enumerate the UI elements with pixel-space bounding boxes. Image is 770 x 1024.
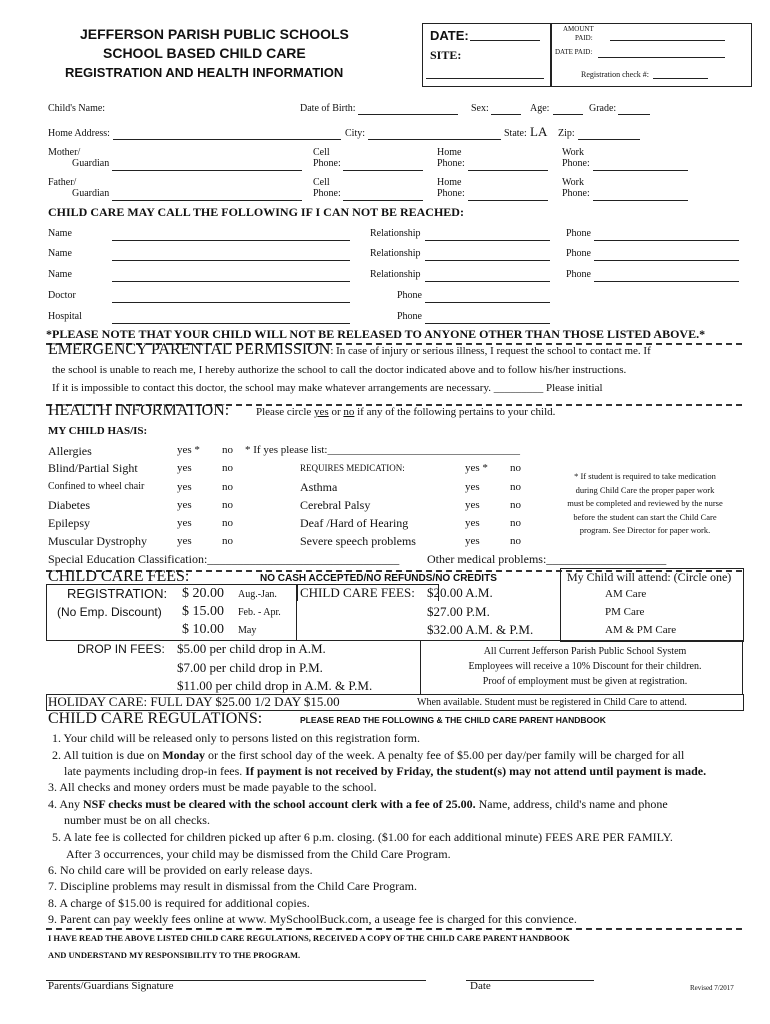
contact-2-relationship-label: Relationship: [370, 248, 421, 259]
father-name-field[interactable]: [112, 200, 302, 201]
amount-label: AMOUNT: [563, 25, 594, 33]
medication-note: [545, 470, 745, 538]
emergency-title: EMERGENCY PARENTAL PERMISSION: [48, 341, 331, 358]
father-cell-label: Cell: [313, 177, 330, 188]
blind-label: Blind/Partial Sight: [48, 461, 138, 475]
allergies-no[interactable]: no: [222, 444, 233, 456]
instr-b: if any of the following pertains to your child.: [354, 406, 556, 418]
reg-fee-1: $ 20.00: [182, 586, 224, 601]
reg-period-2: Feb. - Apr.: [238, 607, 281, 618]
sex-field[interactable]: [491, 114, 521, 115]
regulation-2: [52, 748, 684, 763]
contact-2-name-field[interactable]: [112, 260, 350, 261]
doctor-label: Doctor: [48, 290, 76, 301]
mother-work-label: Work: [562, 147, 584, 158]
requires-medication-label: REQUIRES MEDICATION:: [300, 463, 405, 473]
mother-cell-label: Cell: [313, 147, 330, 158]
contact-1-name-field[interactable]: [112, 240, 350, 241]
med-note-2: during Child Care the proper paper work: [575, 484, 715, 495]
father-cell-field[interactable]: [343, 200, 423, 201]
regulation-4: [48, 797, 668, 812]
signature-label: Parents/Guardians Signature: [48, 980, 174, 992]
blind-no[interactable]: no: [222, 462, 233, 474]
palsy-no[interactable]: no: [510, 499, 521, 511]
instr-yes: yes: [314, 406, 329, 418]
emp-discount-1: All Current Jefferson Parish Public School System: [483, 646, 687, 657]
father-home-label-2: Phone:: [437, 188, 465, 199]
speech-label: Severe speech problems: [300, 534, 416, 548]
r2d: late payments including drop-in fees.: [64, 764, 246, 778]
regulation-5-cont: After 3 occurrences, your child may be dismissed from the Child Care Program.: [66, 847, 451, 861]
allergies-label: Allergies: [48, 444, 92, 458]
wheelchair-label: Confined to wheel chair: [48, 481, 145, 492]
father-home-label: Home: [437, 177, 462, 188]
r2a: 2. All tuition is due on: [52, 748, 163, 762]
mother-label: Mother/: [48, 147, 81, 158]
reg-fee-3: $ 10.00: [182, 622, 224, 637]
age-field[interactable]: [553, 114, 583, 115]
fees-title: CHILD CARE FEES:: [48, 568, 190, 585]
drop-in-label: DROP IN FEES:: [77, 642, 165, 656]
attend-am-care[interactable]: AM Care: [605, 588, 647, 600]
acknowledgement-1: I HAVE READ THE ABOVE LISTED CHILD CARE REGULATIONS, RECEIVED A COPY OF THE CHILD CARE PARENT HANDBOOK: [48, 933, 570, 943]
r2c: or the first school day of the week. A penalty fee of $5.00 per day/per family will be charged for all: [205, 748, 685, 762]
city-field[interactable]: [368, 139, 501, 140]
drop-in-am: $5.00 per child drop in A.M.: [177, 641, 326, 656]
cc-fees-label: CHILD CARE FEES:: [300, 585, 415, 600]
dob-field[interactable]: [358, 114, 458, 115]
header-title-3: REGISTRATION AND HEALTH INFORMATION: [65, 65, 344, 80]
mother-home-field[interactable]: [468, 170, 548, 171]
asthma-no[interactable]: no: [510, 481, 521, 493]
hospital-phone-label: Phone: [397, 311, 422, 322]
contacts-heading: CHILD CARE MAY CALL THE FOLLOWING IF I CAN NOT BE REACHED:: [48, 205, 464, 219]
wheelchair-yes[interactable]: yes: [177, 481, 192, 493]
reg-fee-2: $ 15.00: [182, 604, 224, 619]
palsy-yes[interactable]: yes: [465, 499, 480, 511]
mother-home-label: Home: [437, 147, 462, 158]
contact-1-phone-field[interactable]: [594, 240, 739, 241]
mother-work-label-2: Phone:: [562, 158, 590, 169]
contact-1-name-label: Name: [48, 228, 72, 239]
mother-home-label-2: Phone:: [437, 158, 465, 169]
site-label: SITE:: [430, 48, 462, 62]
mother-guardian-label: Guardian: [72, 158, 110, 169]
doctor-phone-field[interactable]: [425, 302, 550, 303]
allergies-list: * If yes please list:___________________________________: [245, 444, 520, 456]
zip-label: Zip:: [558, 128, 575, 139]
site-field[interactable]: [426, 78, 544, 79]
hospital-field[interactable]: [112, 323, 350, 324]
contact-3-name-field[interactable]: [112, 281, 350, 282]
date-paid-label: DATE PAID:: [555, 48, 593, 56]
contact-3-phone-label: Phone: [566, 269, 591, 280]
father-cell-label-2: Phone:: [313, 188, 341, 199]
holiday-note: When available. Student must be registered in Child Care to attend.: [417, 697, 687, 708]
mother-work-field[interactable]: [593, 170, 688, 171]
diabetes-no[interactable]: no: [222, 499, 233, 511]
grade-field[interactable]: [618, 114, 650, 115]
no-cash-notice: NO CASH ACCEPTED/NO REFUNDS/NO CREDITS: [260, 573, 497, 584]
signature-date-label: Date: [470, 980, 491, 992]
contact-2-phone-field[interactable]: [594, 260, 739, 261]
regulation-7: 7. Discipline problems may result in dismissal from the Child Care Program.: [48, 879, 417, 893]
regulation-8: 8. A charge of $15.00 is required for additional copies.: [48, 896, 310, 910]
state-label: State:: [504, 128, 527, 139]
medication-yes[interactable]: yes *: [465, 462, 488, 474]
asthma-yes[interactable]: yes: [465, 481, 480, 493]
deaf-label: Deaf /Hard of Hearing: [300, 516, 409, 530]
speech-yes[interactable]: yes: [465, 535, 480, 547]
regulation-3: 3. All checks and money orders must be made payable to the school.: [48, 780, 377, 794]
medication-no[interactable]: no: [510, 462, 521, 474]
reg-period-1: Aug.-Jan.: [238, 589, 277, 600]
dystrophy-yes[interactable]: yes: [177, 535, 192, 547]
home-address-field[interactable]: [113, 139, 341, 140]
sex-label: Sex:: [471, 103, 489, 114]
regulations-title: CHILD CARE REGULATIONS:: [48, 710, 263, 727]
holiday-care: HOLIDAY CARE: FULL DAY $25.00 1/2 DAY $15.00: [48, 694, 340, 709]
city-label: City:: [345, 128, 366, 139]
r4b: NSF checks must be cleared with the school account clerk with a fee of 25.00.: [83, 797, 476, 811]
med-note-4: before the student can start the Child Care: [573, 511, 717, 522]
r4a: 4. Any: [48, 797, 84, 811]
r2e: If payment is not received by Friday, the student(s) may not attend until payment is made.: [245, 764, 707, 778]
contact-3-phone-field[interactable]: [594, 281, 739, 282]
other-medical-label: Other medical problems:____________________: [427, 552, 667, 566]
emp-discount-3: Proof of employment must be given at registration.: [482, 676, 688, 687]
mother-cell-field[interactable]: [343, 170, 423, 171]
date-label: DATE:: [430, 28, 469, 43]
r2b: Monday: [162, 748, 206, 762]
contact-2-relationship-field[interactable]: [425, 260, 550, 261]
asthma-label: Asthma: [300, 480, 338, 494]
epilepsy-no[interactable]: no: [222, 517, 233, 529]
speech-no[interactable]: no: [510, 535, 521, 547]
palsy-label: Cerebral Palsy: [300, 498, 371, 512]
my-child-has-heading: MY CHILD HAS/IS:: [48, 425, 148, 437]
reg-check-label: Registration check #:: [581, 70, 649, 79]
drop-in-divider: [420, 640, 421, 694]
doctor-phone-label: Phone: [397, 290, 422, 301]
regulation-6: 6. No child care will be provided on early release days.: [48, 863, 313, 877]
allergies-yes[interactable]: yes *: [177, 444, 200, 456]
reg-period-3: May: [238, 625, 257, 636]
health-title: HEALTH INFORMATION:: [48, 402, 230, 419]
employee-discount: [430, 644, 740, 689]
date-field[interactable]: [470, 40, 540, 41]
contact-3-relationship-label: Relationship: [370, 269, 421, 280]
emergency-text-3: If it is impossible to contact this doctor, the school may make whatever arrangements are necessary. _________ Please initial: [52, 382, 603, 394]
instr-a: Please circle: [256, 406, 315, 418]
reg-check-field[interactable]: [653, 78, 708, 79]
father-guardian-label: Guardian: [72, 188, 110, 199]
paid-label: PAID:: [575, 34, 593, 42]
med-note-5: program. See Director for paper work.: [579, 525, 711, 535]
amount-paid-field[interactable]: [610, 40, 725, 41]
regulation-9: 9. Parent can pay weekly fees online at www. MySchoolBuck.com, a useage fee is charged for this convience.: [48, 912, 577, 926]
contact-3-relationship-field[interactable]: [425, 281, 550, 282]
revised-date: Revised 7/2017: [690, 984, 734, 992]
emergency-text-2: the school is unable to reach me, I hereby authorize the school to call the doctor indicated above and to follow his/her instructions.: [52, 364, 627, 376]
deaf-no[interactable]: no: [510, 517, 521, 529]
attendance-title: My Child will attend: (Circle one): [567, 570, 732, 584]
deaf-yes[interactable]: yes: [465, 517, 480, 529]
release-notice: *PLEASE NOTE THAT YOUR CHILD WILL NOT BE RELEASED TO ANYONE OTHER THAN THOSE LISTED ABOVE.*: [46, 327, 706, 341]
contact-1-relationship-field[interactable]: [425, 240, 550, 241]
emp-discount-2: Employees will receive a 10% Discount for their children.: [468, 661, 702, 672]
hospital-label: Hospital: [48, 311, 82, 322]
cc-fee-am: $20.00 A.M.: [427, 585, 493, 600]
drop-in-am-pm: $11.00 per child drop in A.M. & P.M.: [177, 678, 373, 693]
instr-or: or: [328, 406, 344, 418]
regulations-subtitle: PLEASE READ THE FOLLOWING & THE CHILD CARE PARENT HANDBOOK: [300, 715, 606, 725]
grade-label: Grade:: [589, 103, 617, 114]
r4c: Name, address, child's name and phone: [475, 797, 668, 811]
blind-yes[interactable]: yes: [177, 462, 192, 474]
contact-2-phone-label: Phone: [566, 248, 591, 259]
attend-am-pm-care[interactable]: AM & PM Care: [605, 624, 677, 636]
father-work-field[interactable]: [593, 200, 688, 201]
drop-in-pm: $7.00 per child drop in P.M.: [177, 660, 323, 675]
doctor-field[interactable]: [112, 302, 350, 303]
zip-field[interactable]: [578, 139, 640, 140]
epilepsy-label: Epilepsy: [48, 516, 90, 530]
acknowledgement-2: AND UNDERSTAND MY RESPONSIBILITY TO THE PROGRAM.: [48, 950, 301, 960]
attend-pm-care[interactable]: PM Care: [605, 606, 645, 618]
registration-label: REGISTRATION:: [67, 586, 168, 601]
cc-fee-pm: $27.00 P.M.: [427, 604, 490, 619]
dob-label: Date of Birth:: [300, 103, 356, 114]
dystrophy-label: Muscular Dystrophy: [48, 534, 147, 548]
regulation-4-cont: number must be on all checks.: [64, 813, 210, 827]
cc-fee-am-pm: $32.00 A.M. & P.M.: [427, 622, 534, 637]
date-paid-field[interactable]: [598, 57, 725, 58]
father-work-label-2: Phone:: [562, 188, 590, 199]
wheelchair-no[interactable]: no: [222, 481, 233, 493]
age-label: Age:: [530, 103, 550, 114]
special-ed-label: Special Education Classification:________________________________: [48, 552, 400, 566]
header-title-2: SCHOOL BASED CHILD CARE: [103, 45, 306, 61]
emergency-line-1: [48, 341, 651, 359]
diabetes-yes[interactable]: yes: [177, 499, 192, 511]
health-instructions: [256, 406, 555, 418]
no-emp-discount: (No Emp. Discount): [57, 605, 162, 619]
hospital-phone-field[interactable]: [425, 323, 550, 324]
med-note-1: * If student is required to take medication: [574, 471, 716, 481]
dystrophy-no[interactable]: no: [222, 535, 233, 547]
instr-no: no: [343, 406, 355, 418]
regulation-2-cont: [64, 764, 706, 779]
contact-1-relationship-label: Relationship: [370, 228, 421, 239]
mother-name-field[interactable]: [112, 170, 302, 171]
section-divider: [46, 928, 742, 930]
emergency-text-1: : In case of injury or serious illness, I request the school to contact me. If: [330, 345, 651, 357]
epilepsy-yes[interactable]: yes: [177, 517, 192, 529]
regulation-1: 1. Your child will be released only to persons listed on this registration form.: [52, 731, 420, 745]
header-title-1: JEFFERSON PARISH PUBLIC SCHOOLS: [80, 26, 349, 42]
contact-1-phone-label: Phone: [566, 228, 591, 239]
home-address-label: Home Address:: [48, 128, 110, 139]
regulation-5: 5. A late fee is collected for children picked up after 6 p.m. closing. ($1.00 for each additional minute) FEES ARE PER FAMILY.: [52, 830, 673, 844]
contact-2-name-label: Name: [48, 248, 72, 259]
child-name-label: Child's Name:: [48, 103, 106, 114]
diabetes-label: Diabetes: [48, 498, 90, 512]
father-label: Father/: [48, 177, 77, 188]
contact-3-name-label: Name: [48, 269, 72, 280]
med-note-3: must be completed and reviewed by the nurse: [567, 498, 723, 508]
mother-cell-label-2: Phone:: [313, 158, 341, 169]
state-value: LA: [530, 124, 548, 139]
father-work-label: Work: [562, 177, 584, 188]
father-home-field[interactable]: [468, 200, 548, 201]
